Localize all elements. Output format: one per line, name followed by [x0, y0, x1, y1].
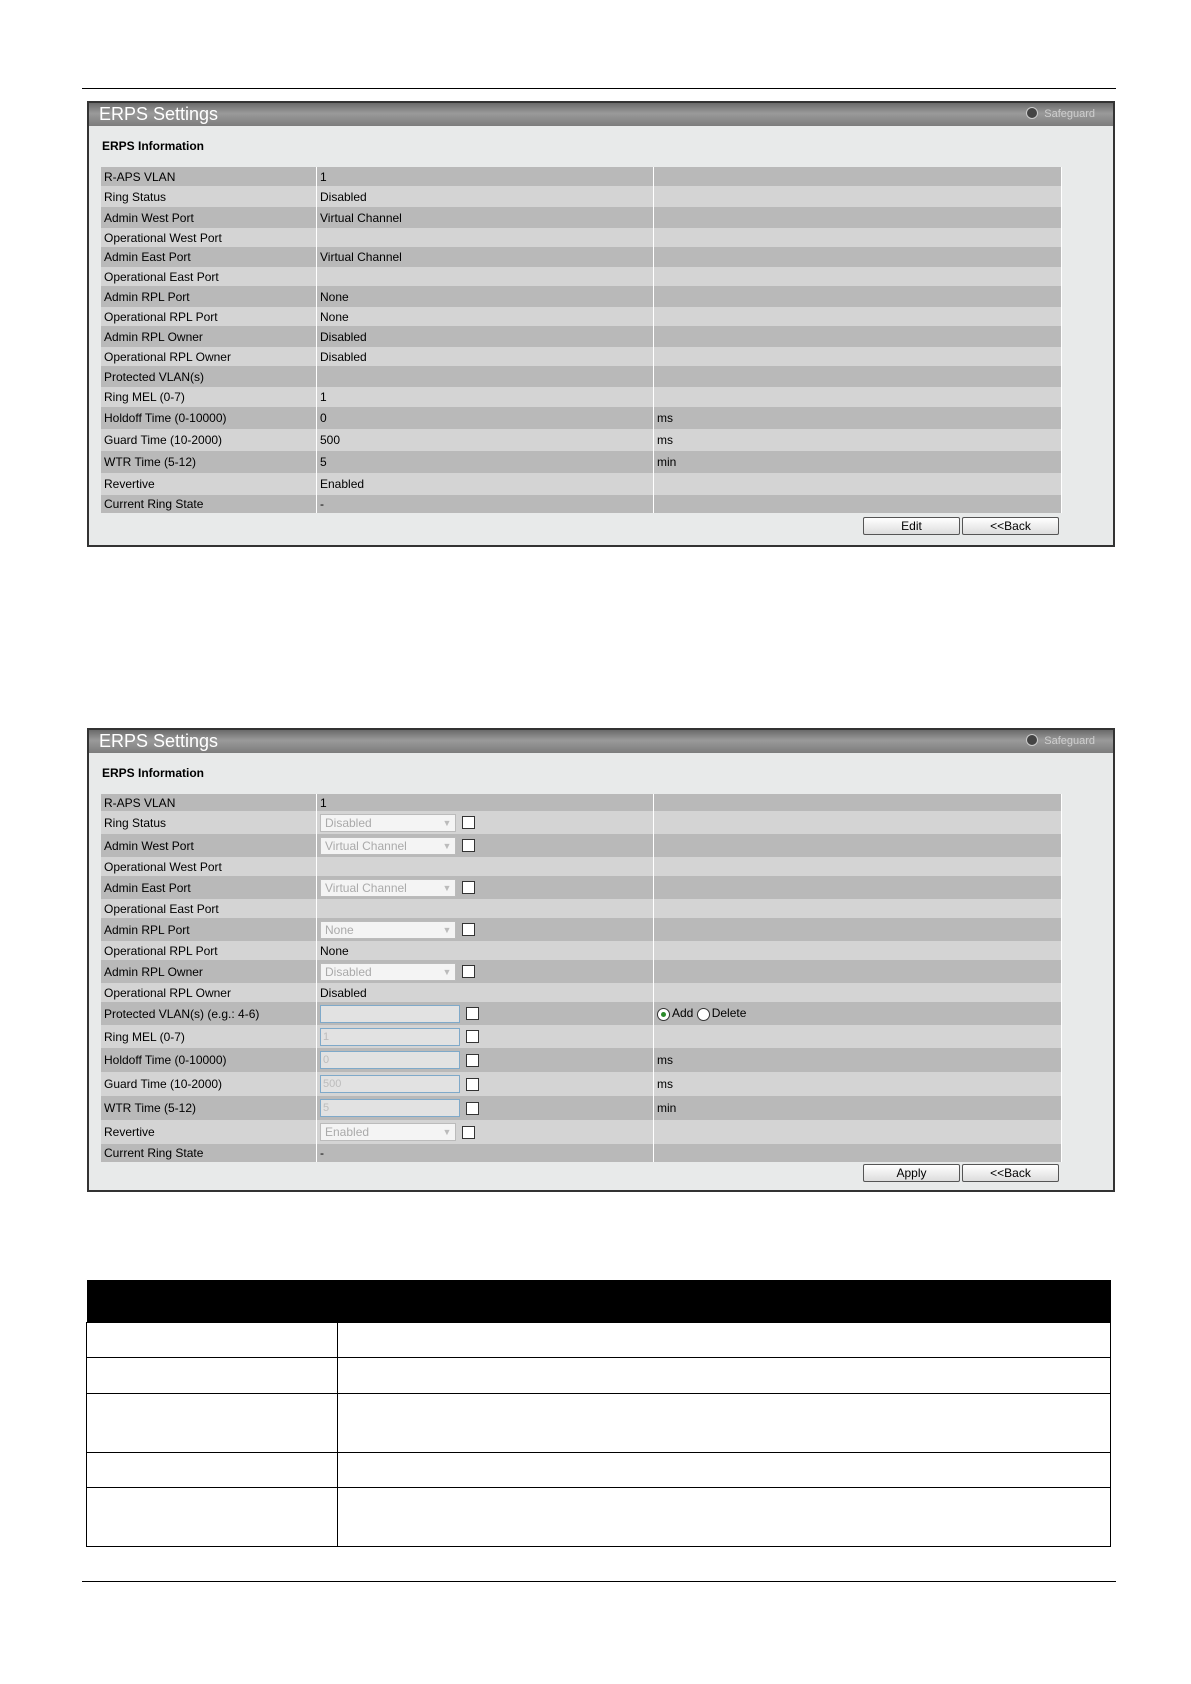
panel-title-bar [89, 730, 1113, 753]
safeguard-icon [1026, 107, 1038, 119]
table-row: Admin RPL Owner Disabled ▼ [101, 960, 1062, 983]
table-row [87, 1394, 1111, 1453]
wtr-time-checkbox[interactable] [466, 1102, 479, 1115]
table-row: Admin East Port Virtual Channel [101, 247, 1062, 267]
panel-title-bar [89, 103, 1113, 126]
table-row [87, 1453, 1111, 1488]
table-row: Operational East Port [101, 267, 1062, 286]
erps-info-table [101, 167, 1062, 513]
erps-edit-table [101, 794, 1062, 1162]
delete-radio[interactable] [697, 1008, 710, 1021]
apply-button[interactable]: Apply [863, 1164, 960, 1182]
revertive-select[interactable]: Enabled ▼ [320, 1123, 456, 1141]
table-row: R-APS VLAN 1 [101, 794, 1062, 811]
back-button[interactable]: <<Back [962, 1164, 1059, 1182]
chevron-down-icon: ▼ [442, 1127, 452, 1137]
admin-rpl-owner-select[interactable]: Disabled ▼ [320, 963, 456, 981]
safeguard-icon [1026, 734, 1038, 746]
table-row [87, 1358, 1111, 1394]
table-row: Protected VLAN(s) [101, 366, 1062, 387]
table-row: Admin East Port Virtual Channel ▼ [101, 876, 1062, 899]
table-row: Protected VLAN(s) (e.g.: 4-6) Add Delete [101, 1002, 1062, 1025]
table-row: Revertive Enabled [101, 473, 1062, 495]
chevron-down-icon: ▼ [442, 924, 452, 935]
table-row [87, 1488, 1111, 1547]
section-title: ERPS Information [102, 766, 205, 780]
edit-button[interactable]: Edit [863, 517, 960, 535]
chevron-down-icon: ▼ [442, 966, 452, 977]
holdoff-time-input[interactable]: 0 [320, 1051, 460, 1069]
add-radio[interactable] [657, 1008, 670, 1021]
guard-time-input[interactable]: 500 [320, 1075, 460, 1093]
table-row: Operational RPL Owner Disabled [101, 347, 1062, 366]
description-table [86, 1280, 1111, 1547]
admin-east-port-select[interactable]: Virtual Channel ▼ [320, 879, 456, 897]
section-title: ERPS Information [102, 139, 205, 153]
table-row: Holdoff Time (0-10000) 0 ms [101, 1048, 1062, 1072]
admin-rpl-port-select[interactable]: None ▼ [320, 921, 456, 939]
table-row: Operational RPL Port None [101, 307, 1062, 326]
table-row: Operational East Port [101, 899, 1062, 918]
table-row: Guard Time (10-2000) 500 ms [101, 1072, 1062, 1096]
panel-title: ERPS Settings [99, 104, 219, 124]
table-row: Ring MEL (0-7) 1 [101, 1025, 1062, 1048]
wtr-time-input[interactable]: 5 [320, 1099, 460, 1117]
protected-vlans-checkbox[interactable] [466, 1007, 479, 1020]
table-row: Holdoff Time (0-10000) 0 ms [101, 407, 1062, 429]
panel-title: ERPS Settings [99, 731, 219, 751]
chevron-down-icon: ▼ [442, 840, 452, 851]
table-row: Operational RPL Owner Disabled [101, 983, 1062, 1002]
admin-east-port-checkbox[interactable] [462, 881, 475, 894]
ring-status-checkbox[interactable] [462, 816, 475, 829]
table-row: R-APS VLAN 1 [101, 167, 1062, 186]
footer-rule [82, 1581, 1116, 1582]
ring-mel-checkbox[interactable] [466, 1030, 479, 1043]
admin-west-port-checkbox[interactable] [462, 839, 475, 852]
guard-time-checkbox[interactable] [466, 1078, 479, 1091]
chevron-down-icon: ▼ [442, 882, 452, 893]
protected-vlans-input[interactable] [320, 1005, 460, 1023]
table-row: Ring MEL (0-7) 1 [101, 387, 1062, 407]
table-row: Current Ring State - [101, 1144, 1062, 1162]
table-row: Ring Status Disabled ▼ [101, 811, 1062, 834]
table-row: Operational West Port [101, 857, 1062, 876]
admin-rpl-owner-checkbox[interactable] [462, 965, 475, 978]
table-row: Guard Time (10-2000) 500 ms [101, 429, 1062, 451]
safeguard-indicator: Safeguard [1026, 730, 1095, 753]
table-row: Current Ring State - [101, 495, 1062, 513]
erps-settings-panel-view [87, 101, 1115, 547]
chevron-down-icon: ▼ [442, 817, 452, 828]
table-row: WTR Time (5-12) 5 min [101, 451, 1062, 473]
table-row [87, 1323, 1111, 1358]
holdoff-time-checkbox[interactable] [466, 1054, 479, 1067]
ring-mel-input[interactable]: 1 [320, 1028, 460, 1046]
table-row: Operational West Port [101, 228, 1062, 247]
table-row: Admin RPL Owner Disabled [101, 326, 1062, 347]
back-button[interactable]: <<Back [962, 517, 1059, 535]
erps-settings-panel-edit [87, 728, 1115, 1192]
table-row: Ring Status Disabled [101, 186, 1062, 207]
table-row: Admin RPL Port None ▼ [101, 918, 1062, 941]
revertive-checkbox[interactable] [462, 1126, 475, 1139]
table-row: Admin RPL Port None [101, 286, 1062, 307]
table-row: Revertive Enabled ▼ [101, 1120, 1062, 1144]
table-row: Operational RPL Port None [101, 941, 1062, 960]
ring-status-select[interactable]: Disabled ▼ [320, 814, 456, 832]
table-row: WTR Time (5-12) 5 min [101, 1096, 1062, 1120]
admin-west-port-select[interactable]: Virtual Channel ▼ [320, 837, 456, 855]
header-rule [82, 88, 1116, 89]
admin-rpl-port-checkbox[interactable] [462, 923, 475, 936]
table-row: Admin West Port Virtual Channel [101, 207, 1062, 228]
description-table-header [87, 1280, 1111, 1323]
safeguard-indicator: Safeguard [1026, 103, 1095, 126]
table-row: Admin West Port Virtual Channel ▼ [101, 834, 1062, 857]
